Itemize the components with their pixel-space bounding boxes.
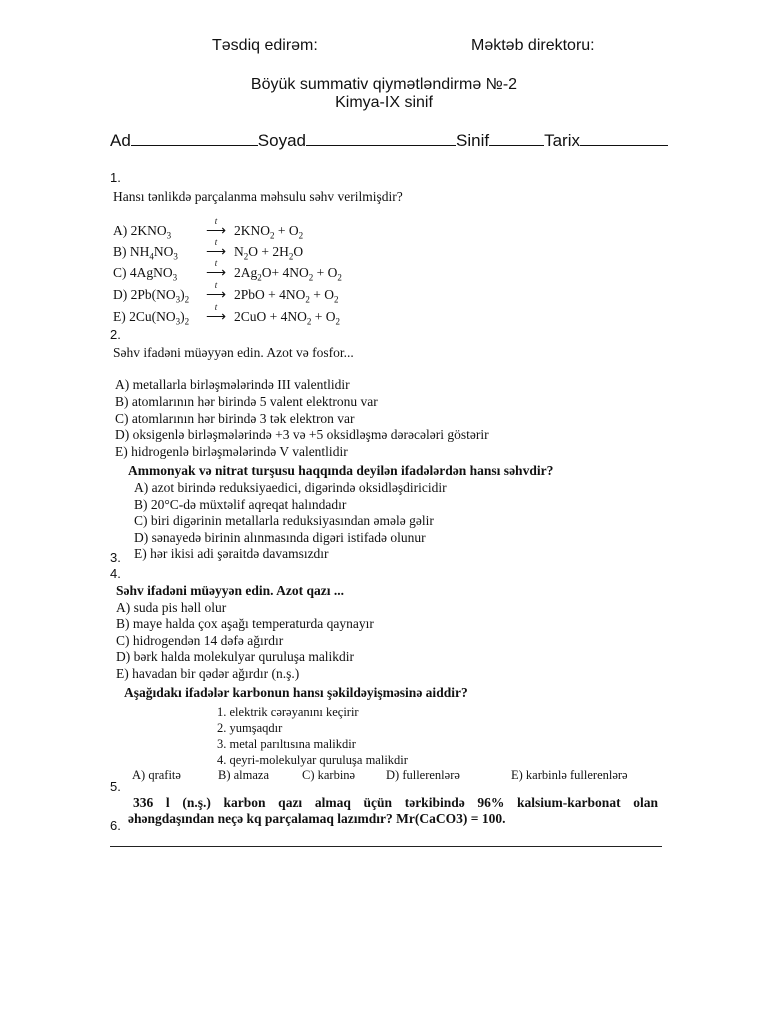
equation-reactant: B) $NH_4NO_3$ [113,244,178,262]
heat-label: t [214,236,218,247]
class-label: Sinif [456,131,490,150]
statement-item: 1. elektrik cərəyanını keçirir [217,705,359,719]
page-title: Böyük summativ qiymətləndirmə №-2 [250,76,518,93]
equation-products: $2PbO + 4NO_2 + O_2$ [234,287,339,305]
answer-option[interactable]: B) almaza [218,768,270,782]
question-5-text: Aşağıdakı ifadələr karbonun hansı şəkildəyişməsinə aiddir? [124,685,468,700]
question-4-text: Səhv ifadəni müəyyən edin. Azot qazı ... [116,583,345,598]
equation-products: $2KNO_2 + O_2$ [234,223,304,241]
equation-products: $2CuO + 4NO_2 + O_2$ [234,309,340,327]
statement-item: 3. metal parıltısına malikdir [217,737,356,751]
reaction-arrow-icon: t ⟶ [201,246,231,260]
answer-option[interactable]: A) metallarla birləşmələrində III valentlidir [115,377,350,392]
answer-option[interactable]: D) fullerenlərə [386,768,460,782]
surname-label: Soyad [257,131,306,150]
answer-option[interactable]: E) havadan bir qədər ağırdır (n.ş.) [116,665,300,681]
question-1-number: 1. [110,170,121,185]
class-field[interactable] [489,145,544,146]
answer-option[interactable]: E) hər ikisi adi şəraitdə davamsızdır [134,546,329,562]
question-6-line-2: əhəngdaşından neçə kq parçalamaq lazımdır? Mr(CaCO3) = 100. [128,811,506,826]
statement-item: 4. qeyri-molekulyar quruluşa malikdir [217,753,408,767]
answer-option[interactable]: E) karbinlə fullerenlərə [511,768,628,782]
question-4-number: 4. [110,566,121,581]
answer-option[interactable]: A) azot birində reduksiyaedici, digərində oksidləşdiricidir [134,480,447,495]
reaction-arrow-icon: t ⟶ [201,225,231,239]
question-3-text: Ammonyak və nitrat turşusu haqqında deyilən ifadələrdən hansı səhvdir? [128,463,554,478]
equation-reactant: E) $2Cu(NO_3)_2$ [113,309,190,327]
question-6-line-1: 336 l (n.ş.) karbon qazı almaq üçün tərkibində 96% kalsium-karbonat olan [133,795,658,810]
heat-label: t [214,301,218,312]
question-5-number: 5. [110,779,121,794]
answer-option[interactable]: B) maye halda çox aşağı temperaturda qaynayır [116,616,374,632]
answer-option[interactable]: C) atomlarının hər birində 3 tək elektron var [115,410,355,426]
question-2-text: Səhv ifadəni müəyyən edin. Azot və fosfor... [113,345,354,360]
date-label: Tarix [544,131,580,150]
answer-option[interactable]: B) atomlarının hər birində 5 valent elektronu var [115,393,378,409]
heat-label: t [214,279,218,290]
answer-option[interactable]: D) oksigenlə birləşmələrində +3 və +5 oksidləşmə dərəcələri göstərir [115,427,489,443]
question-6-number: 6. [110,818,121,833]
answer-option[interactable]: B) 20°C-də müxtəlif aqreqat halındadır [134,496,347,512]
name-label: Ad [110,131,131,150]
answer-option[interactable]: A) qrafitə [132,768,181,782]
surname-field[interactable] [306,145,456,146]
answer-line[interactable] [110,846,662,847]
date-field[interactable] [580,145,668,146]
reaction-arrow-icon: t ⟶ [201,267,231,281]
approve-label: Təsdiq edirəm: [212,37,318,54]
student-info-line [110,131,668,151]
answer-option[interactable]: E) hidrogenlə birləşmələrində V valentlidir [115,444,348,460]
question-1-text: Hansı tənlikdə parçalanma məhsulu səhv verilmişdir? [113,189,403,204]
name-field[interactable] [131,145,258,146]
equation-products: $N_2O + 2H_2O$ [234,244,304,262]
answer-option[interactable]: D) bərk halda molekulyar quruluşa malikdir [116,649,355,665]
answer-option[interactable]: A) suda pis həll olur [116,600,227,615]
answer-option[interactable]: C) karbinə [302,768,356,782]
equation-option[interactable] [113,301,340,330]
answer-option[interactable]: C) biri digərinin metallarla reduksiyasından əmələ gəlir [134,513,434,529]
answer-option[interactable]: D) sənayedə birinin alınmasında digəri istifadə olunur [134,529,426,545]
equation-reactant: D) $2Pb(NO_3)_2$ [113,287,190,305]
statement-item: 2. yumşaqdır [217,721,283,735]
equation-products: $2Ag_2O+ 4NO_2 + O_2$ [234,265,342,283]
reaction-arrow-icon: t ⟶ [201,289,231,303]
question-3-number: 3. [110,550,121,565]
equation-reactant: C) 4AgNO$_3$ [113,265,178,283]
reaction-arrow-icon: t ⟶ [201,311,231,325]
heat-label: t [214,257,218,268]
equation-reactant: A) $2KNO_3$ [113,223,172,241]
director-label: Məktəb direktoru: [471,37,595,54]
answer-option[interactable]: C) hidrogendən 14 dəfə ağırdır [116,632,284,648]
page-subtitle: Kimya-IX sinif [335,94,433,111]
question-2-number: 2. [110,327,121,342]
heat-label: t [214,215,218,226]
